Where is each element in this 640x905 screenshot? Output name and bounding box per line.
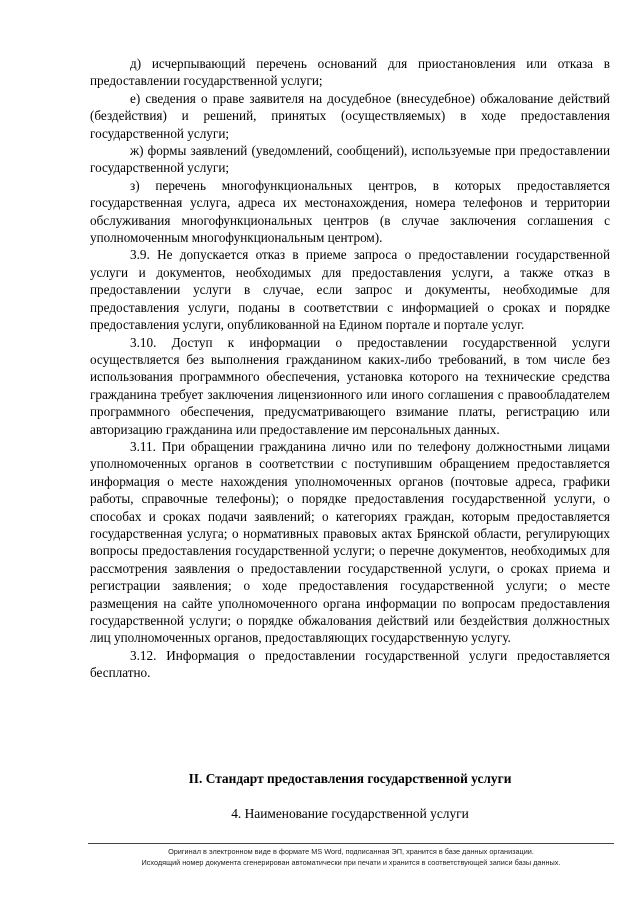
footer-line-1: Оригинал в электронном виде в формате MS Word, подписанная ЭП, хранится в базе данных организации. xyxy=(168,847,534,856)
footer-line-2: Исходящий номер документа сгенерирован автоматически при печати и хранится в соответствующей записи базы данных. xyxy=(141,858,561,867)
paragraph-e: е) сведения о праве заявителя на досудебное (внесудебное) обжалование действий (бездействия) и решений, принятых (осуществляемых) в ходе предоставления государственной услуги; xyxy=(90,90,610,141)
paragraph-z: з) перечень многофункциональных центров, в которых предоставляется государственная услуга, адреса их местонахождения, номера телефонов и территории обслуживания многофункциональных центров (в случае заключения соглашения с уполномоченным многофункциональным центром). xyxy=(90,177,610,246)
paragraph-zh: ж) формы заявлений (уведомлений, сообщений), используемые при предоставлении государственной услуги; xyxy=(90,143,610,176)
footer-divider xyxy=(88,843,614,844)
paragraph-3-12: 3.12. Информация о предоставлении государственной услуги предоставляется бесплатно. xyxy=(90,647,610,681)
footer xyxy=(88,846,614,868)
paragraph-3-10: 3.10. Доступ к информации о предоставлении государственной услуги осуществляется без выполнения гражданином каких-либо требований, в том числе без использования программного обеспечения, установка которого на технические средства гражданина требует заключения лицензионного или иного соглашения с правообладателем программного обеспечения, предусматривающего взимание платы, регистрацию или авторизацию гражданина или предоставление им персональных данных. xyxy=(90,334,610,437)
section-heading: II. Стандарт предоставления государственной услуги xyxy=(188,771,512,786)
body-text xyxy=(90,55,610,682)
subsection-heading: 4. Наименование государственной услуги xyxy=(231,806,469,821)
paragraph-d: д) исчерпывающий перечень оснований для приостановления или отказа в предоставлении государственной услуги; xyxy=(90,56,610,89)
paragraph-3-9: 3.9. Не допускается отказ в приеме запроса о предоставлении государственной услуги и документов, необходимых для предоставления услуги, а также отказ в предоставлении услуги в случае, если запрос и документы, необходимые для предоставления услуги, поданы в соответствии с информацией о сроках и порядке предоставления услуги, опубликованной на Едином портале и портале услуг. xyxy=(90,247,610,333)
paragraph-3-11: 3.11. При обращении гражданина лично или по телефону должностными лицами уполномоченных органов в соответствии с поступившим обращением предоставляется информация о месте нахождения уполномоченных органов (почтовые адреса, графики работы, справочные телефоны); о порядке предоставления государственной услуги, о способах и сроках подачи заявлений; о категориях граждан, которым предоставляется государственная услуга; о нормативных правовых актах Брянской области, регулирующих вопросы предоставления государственной услуги; о перечне документов, необходимых для рассмотрения заявления о предоставлении государственной услуги, о сроках приема и регистрации заявления; о ходе предоставления государственной услуги; о месте размещения на сайте уполномоченного органа информации по вопросам предоставления государственной услуги; о порядке обжалования действий или бездействия должностных лиц уполномоченных органов, предоставляющих государственную услугу. xyxy=(90,438,610,646)
